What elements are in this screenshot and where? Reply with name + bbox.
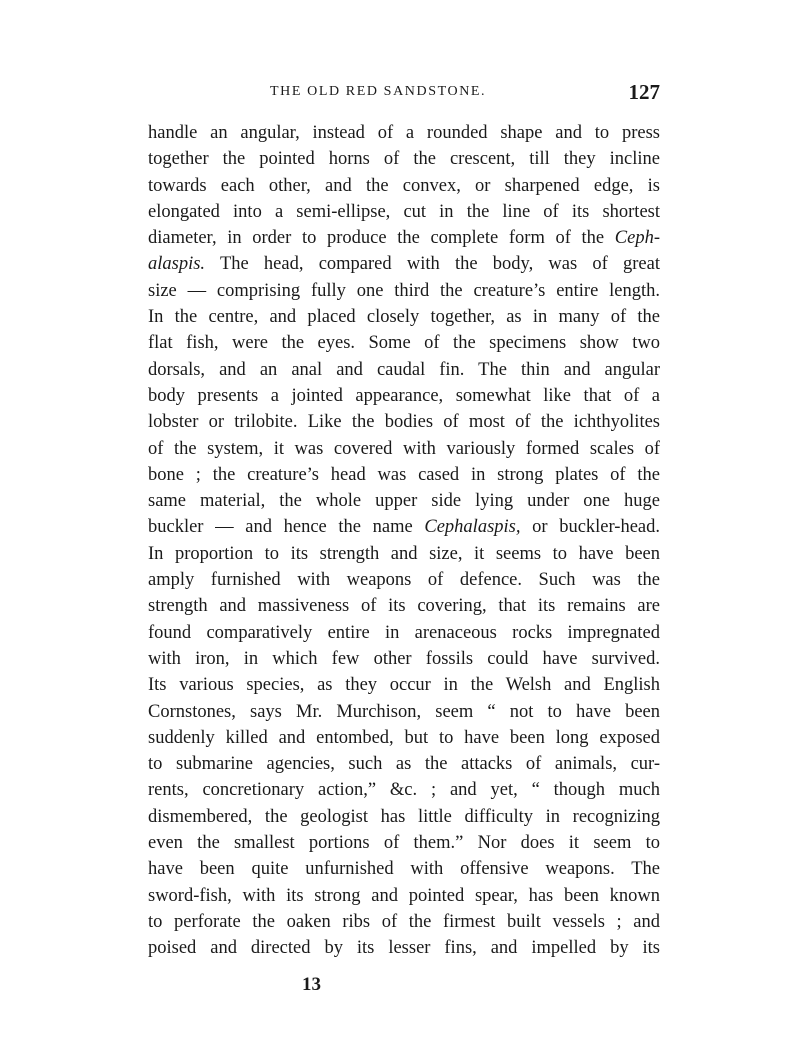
text-run: body presents a jointed appearance, somewhat like that of a bbox=[148, 385, 660, 406]
text-line bbox=[148, 883, 660, 909]
signature-mark: 13 bbox=[302, 974, 321, 995]
text-line bbox=[148, 593, 660, 619]
text-run: suddenly killed and entombed, but to have been long exposed bbox=[148, 727, 660, 748]
body-text bbox=[148, 120, 660, 962]
text-run: The head, compared with the body, was of great bbox=[205, 254, 660, 275]
text-line bbox=[148, 514, 660, 540]
text-line bbox=[148, 436, 660, 462]
text-run: towards each other, and the convex, or sharpened edge, is bbox=[148, 175, 660, 196]
text-run: of the system, it was covered with variously formed scales of bbox=[148, 438, 660, 459]
italic-term: Cephalaspis, bbox=[424, 517, 521, 538]
text-line bbox=[148, 462, 660, 488]
text-run: rents, concretionary action,” &c. ; and yet, “ though much bbox=[148, 780, 660, 801]
text-line bbox=[148, 330, 660, 356]
text-line bbox=[148, 804, 660, 830]
text-run: elongated into a semi-ellipse, cut in the line of its shortest bbox=[148, 201, 660, 222]
text-run: with iron, in which few other fossils could have survived. bbox=[148, 648, 660, 669]
text-line bbox=[148, 146, 660, 172]
page-number: 127 bbox=[628, 80, 660, 104]
text-line bbox=[148, 777, 660, 803]
text-line bbox=[148, 304, 660, 330]
text-line bbox=[148, 856, 660, 882]
text-line bbox=[148, 278, 660, 304]
text-run: size — comprising fully one third the creature’s entire length. bbox=[148, 280, 660, 301]
running-head bbox=[150, 80, 660, 104]
text-run: poised and directed by its lesser fins, and impelled by its bbox=[148, 938, 660, 959]
italic-term: alaspis. bbox=[148, 254, 206, 275]
text-run: strength and massiveness of its covering, that its remains are bbox=[148, 596, 660, 617]
text-run: In proportion to its strength and size, it seems to have been bbox=[148, 543, 660, 564]
text-run: flat fish, were the eyes. Some of the specimens show two bbox=[148, 333, 660, 354]
text-run: amply furnished with weapons of defence. Such was the bbox=[148, 570, 660, 591]
text-line bbox=[148, 725, 660, 751]
text-line bbox=[148, 699, 660, 725]
text-run: together the pointed horns of the crescent, till they incline bbox=[148, 149, 660, 170]
text-run: In the centre, and placed closely together, as in many of the bbox=[148, 307, 660, 328]
text-run: even the smallest portions of them.” Nor does it seem to bbox=[148, 833, 660, 854]
text-line bbox=[148, 751, 660, 777]
text-line bbox=[148, 251, 660, 277]
text-run: buckler — and hence the name bbox=[148, 517, 425, 538]
text-run: same material, the whole upper side lying under one huge bbox=[148, 491, 660, 512]
text-line bbox=[148, 199, 660, 225]
text-line bbox=[148, 409, 660, 435]
text-line bbox=[148, 488, 660, 514]
text-line bbox=[148, 383, 660, 409]
text-run: handle an angular, instead of a rounded shape and to press bbox=[148, 123, 660, 143]
text-line bbox=[148, 646, 660, 672]
text-line bbox=[148, 909, 660, 935]
text-run: sword-fish, with its strong and pointed spear, has been known bbox=[148, 885, 660, 906]
text-run: or buckler-head. bbox=[520, 517, 660, 538]
text-line bbox=[148, 173, 660, 199]
text-run: found comparatively entire in arenaceous rocks impregnated bbox=[148, 622, 660, 643]
text-run: dorsals, and an anal and caudal fin. The thin and angular bbox=[148, 359, 660, 380]
text-line bbox=[148, 935, 660, 961]
text-line bbox=[148, 225, 660, 251]
text-line bbox=[148, 120, 660, 146]
text-run: Its various species, as they occur in the Welsh and English bbox=[148, 675, 660, 696]
text-run: diameter, in order to produce the complete form of the bbox=[148, 228, 615, 249]
text-line bbox=[148, 830, 660, 856]
text-run: Cornstones, says Mr. Murchison, seem “ not to have been bbox=[148, 701, 660, 722]
text-line bbox=[148, 620, 660, 646]
text-line bbox=[148, 541, 660, 567]
italic-term: Ceph- bbox=[614, 228, 660, 249]
text-line bbox=[148, 357, 660, 383]
text-run: to perforate the oaken ribs of the firmest built vessels ; and bbox=[148, 911, 660, 932]
text-run: to submarine agencies, such as the attacks of animals, cur- bbox=[148, 754, 660, 775]
text-line bbox=[148, 567, 660, 593]
text-run: dismembered, the geologist has little difficulty in recognizing bbox=[148, 806, 660, 827]
text-run: bone ; the creature’s head was cased in strong plates of the bbox=[148, 464, 660, 485]
running-title: THE OLD RED SANDSTONE. bbox=[270, 84, 487, 99]
text-line bbox=[148, 672, 660, 698]
text-run: have been quite unfurnished with offensive weapons. The bbox=[148, 859, 660, 880]
text-run: lobster or trilobite. Like the bodies of most of the ichthyolites bbox=[148, 412, 660, 433]
